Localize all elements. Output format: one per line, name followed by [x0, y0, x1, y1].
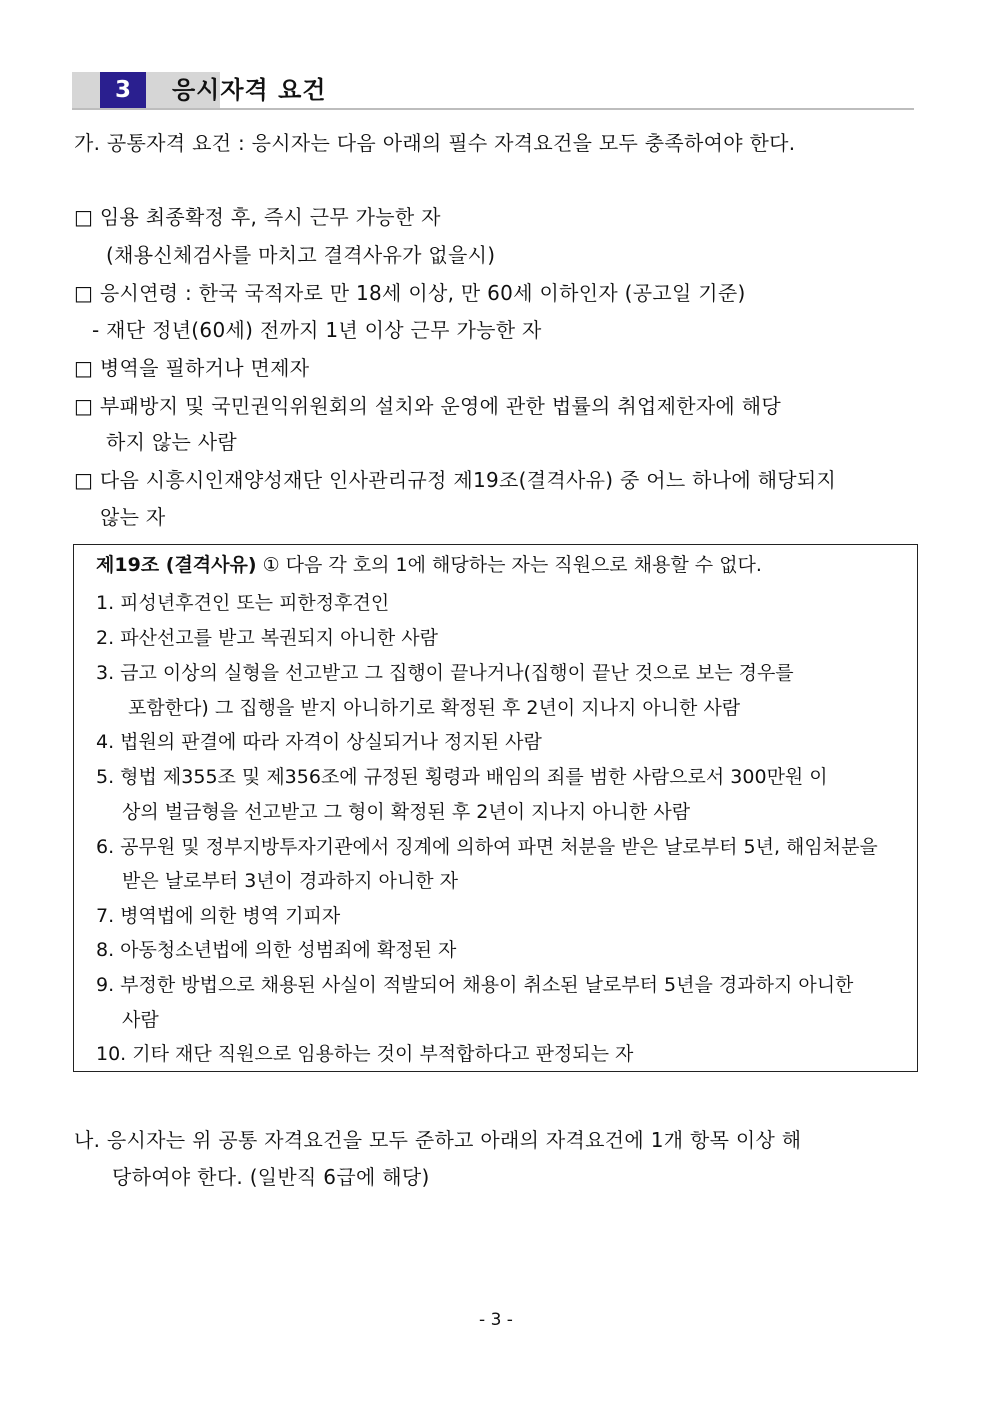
- article-line-8: 8. 아동청소년법에 의한 성범죄에 확정된 자: [96, 939, 457, 961]
- article-title: 제19조 (결격사유): [96, 554, 257, 576]
- common-intro: 가. 공통자격 요건 : 응시자는 다음 아래의 필수 자격요건을 모두 충족하여야 한다.: [74, 131, 796, 155]
- article-line-3: 3. 금고 이상의 실형을 선고받고 그 집행이 끝나거나(집행이 끝난 것으로 보는 경우를: [96, 662, 794, 684]
- article-line-10: 10. 기타 재단 직원으로 임용하는 것이 부적합하다고 판정되는 자: [96, 1043, 634, 1065]
- heading-shade: [72, 72, 100, 108]
- section-title: 응시자격 요건: [172, 76, 327, 104]
- common-item-3: □ 병역을 필하거나 면제자: [74, 356, 310, 380]
- general-req-line-2: 당하여야 한다. (일반직 6급에 해당): [112, 1165, 430, 1189]
- common-item-2: □ 응시연령 : 한국 국적자로 만 18세 이상, 만 60세 이하인자 (공고일 기준): [74, 281, 746, 305]
- heading-rule: [72, 108, 914, 110]
- common-item-1-cont: (채용신체검사를 마치고 결격사유가 없을시): [106, 243, 496, 267]
- page-number: - 3 -: [479, 1310, 513, 1330]
- article-line-9: 9. 부정한 방법으로 채용된 사실이 적발되어 채용이 취소된 날로부터 5년을 경과하지 아니한: [96, 974, 854, 996]
- article-line-5-cont: 상의 벌금형을 선고받고 그 형이 확정된 후 2년이 지나지 아니한 사람: [122, 801, 691, 823]
- article-line-2: 2. 파산선고를 받고 복권되지 아니한 사람: [96, 627, 438, 649]
- general-req-line-1: 나. 응시자는 위 공통 자격요건을 모두 준하고 아래의 자격요건에 1개 항목 이상 해: [74, 1128, 802, 1152]
- article-intro: ① 다음 각 호의 1에 해당하는 자는 직원으로 채용할 수 없다.: [262, 554, 762, 576]
- article-line-5: 5. 형법 제355조 및 제356조에 규정된 횡령과 배임의 죄를 범한 사람으로서 300만원 이: [96, 766, 828, 788]
- article-line-3-cont: 포함한다) 그 집행을 받지 아니하기로 확정된 후 2년이 지나지 아니한 사람: [128, 697, 741, 719]
- common-item-5-cont: 않는 자: [100, 505, 166, 529]
- article-line-1: 1. 피성년후견인 또는 피한정후견인: [96, 592, 390, 614]
- common-item-2-cont: - 재단 정년(60세) 전까지 1년 이상 근무 가능한 자: [92, 318, 542, 342]
- section-heading: [72, 72, 914, 110]
- article-line-9-cont: 사람: [122, 1009, 159, 1031]
- common-item-1: □ 임용 최종확정 후, 즉시 근무 가능한 자: [74, 205, 441, 229]
- article-line-6-cont: 받은 날로부터 3년이 경과하지 아니한 자: [122, 870, 458, 892]
- article-line-4: 4. 법원의 판결에 따라 자격이 상실되거나 정지된 사람: [96, 731, 542, 753]
- section-number: 3: [100, 72, 146, 108]
- common-item-4-cont: 하지 않는 사람: [106, 430, 238, 454]
- article-heading: [96, 551, 762, 579]
- article-box: [73, 544, 918, 1072]
- article-line-7: 7. 병역법에 의한 병역 기피자: [96, 905, 341, 927]
- common-item-5: □ 다음 시흥시인재양성재단 인사관리규정 제19조(결격사유) 중 어느 하나에 해당되지: [74, 468, 837, 492]
- common-item-4: □ 부패방지 및 국민권익위원회의 설치와 운영에 관한 법률의 취업제한자에 해당: [74, 394, 781, 418]
- article-line-6: 6. 공무원 및 정부지방투자기관에서 징계에 의하여 파면 처분을 받은 날로부터 5년, 해임처분을: [96, 836, 878, 858]
